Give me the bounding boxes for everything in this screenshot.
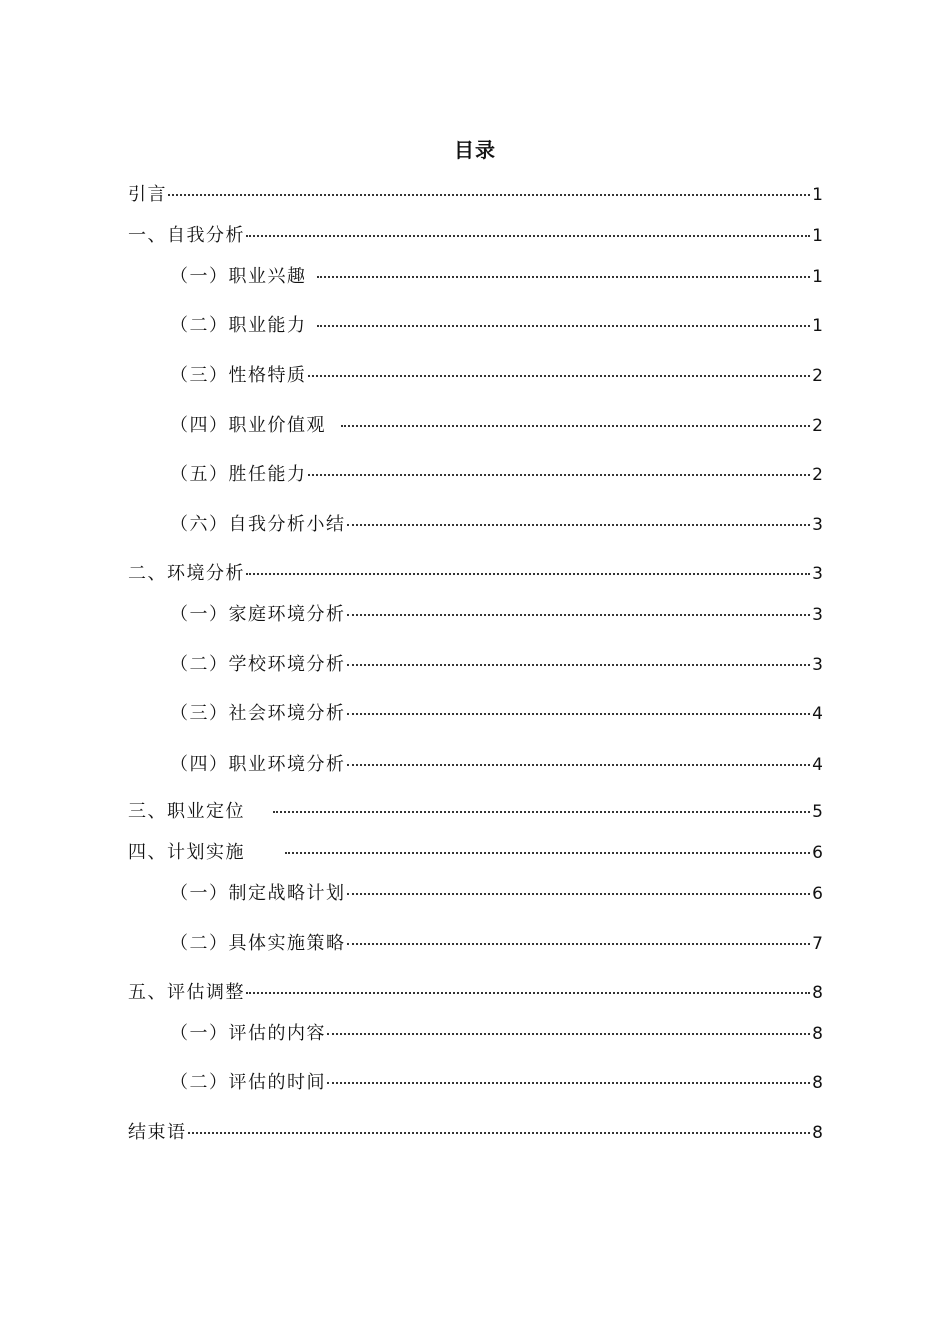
- toc-page-number: 1: [812, 226, 823, 246]
- toc-page-number: 5: [812, 802, 823, 822]
- toc-page-number: 3: [812, 515, 823, 535]
- toc-page-number: 8: [812, 1073, 823, 1093]
- toc-entry-label: （二）学校环境分析: [170, 654, 346, 675]
- toc-entry-career-values[interactable]: [170, 412, 823, 440]
- toc-entry-self-analysis-summary[interactable]: [170, 511, 823, 539]
- toc-page-number: 2: [812, 465, 823, 485]
- dot-leader: [347, 943, 811, 945]
- toc-page-number: 1: [812, 185, 823, 205]
- dot-leader: [327, 1033, 810, 1035]
- dot-leader: [308, 474, 811, 476]
- toc-entry-label: 三、职业定位: [128, 801, 245, 822]
- toc-page-number: 1: [812, 267, 823, 287]
- toc-entry-career-interest[interactable]: [170, 263, 823, 291]
- toc-page-number: 2: [812, 416, 823, 436]
- toc-entry-label: （三）性格特质: [170, 365, 307, 386]
- toc-entry-label: （一）职业兴趣: [170, 266, 307, 287]
- toc-entry-label: （一）评估的内容: [170, 1023, 326, 1044]
- toc-page-number: 3: [812, 564, 823, 584]
- toc-entry-conclusion[interactable]: [128, 1119, 823, 1147]
- toc-entry-implementation-strategy[interactable]: [170, 930, 823, 958]
- page-title: 目录: [454, 138, 496, 162]
- toc-entry-label: （五）胜任能力: [170, 464, 307, 485]
- toc-entry-plan-implementation[interactable]: [128, 839, 823, 867]
- toc-page-number: 6: [812, 884, 823, 904]
- toc-entry-label: 二、环境分析: [128, 563, 245, 584]
- dot-leader: [246, 235, 810, 237]
- toc-entry-self-analysis[interactable]: [128, 222, 823, 250]
- dot-leader: [308, 375, 811, 377]
- toc-page-number: 8: [812, 1024, 823, 1044]
- toc-entry-label: （二）评估的时间: [170, 1072, 326, 1093]
- toc-entry-label: （一）家庭环境分析: [170, 604, 346, 625]
- dot-leader: [317, 276, 810, 278]
- toc-entry-family-environment[interactable]: [170, 601, 823, 629]
- dot-leader: [347, 664, 811, 666]
- toc-entry-label: 引言: [128, 184, 167, 205]
- toc-entry-evaluation-adjustment[interactable]: [128, 979, 823, 1007]
- dot-leader: [347, 893, 811, 895]
- toc-entry-social-environment[interactable]: [170, 700, 823, 728]
- dot-leader: [246, 992, 810, 994]
- toc-entry-environment-analysis[interactable]: [128, 560, 823, 588]
- toc-entry-label: （二）职业能力: [170, 315, 307, 336]
- toc-page-number: 2: [812, 366, 823, 386]
- toc-entry-career-environment[interactable]: [170, 751, 823, 779]
- toc-entry-evaluation-time[interactable]: [170, 1069, 823, 1097]
- dot-leader: [327, 1082, 810, 1084]
- toc-entry-label: （六）自我分析小结: [170, 514, 346, 535]
- toc-page-number: 3: [812, 605, 823, 625]
- dot-leader: [347, 764, 811, 766]
- toc-entry-label: （四）职业环境分析: [170, 754, 346, 775]
- toc-entry-competency[interactable]: [170, 461, 823, 489]
- toc-entry-label: （四）职业价值观: [170, 415, 326, 436]
- dot-leader: [347, 524, 811, 526]
- toc-page-number: 4: [812, 704, 823, 724]
- toc-entry-career-positioning[interactable]: [128, 798, 823, 826]
- toc-page-number: 3: [812, 655, 823, 675]
- dot-leader: [285, 852, 810, 854]
- dot-leader: [341, 425, 810, 427]
- toc-entry-label: （三）社会环境分析: [170, 703, 346, 724]
- dot-leader: [347, 614, 811, 616]
- toc-entry-evaluation-content[interactable]: [170, 1020, 823, 1048]
- toc-entry-school-environment[interactable]: [170, 651, 823, 679]
- toc-entry-label: 结束语: [128, 1122, 187, 1143]
- toc-page-number: 6: [812, 843, 823, 863]
- toc-page-number: 4: [812, 755, 823, 775]
- dot-leader: [246, 573, 810, 575]
- toc-page-number: 1: [812, 316, 823, 336]
- toc-entry-label: （二）具体实施策略: [170, 933, 346, 954]
- toc-page-number: 8: [812, 983, 823, 1003]
- toc-entry-personality[interactable]: [170, 362, 823, 390]
- toc-entry-career-ability[interactable]: [170, 312, 823, 340]
- dot-leader: [273, 811, 810, 813]
- toc-entry-label: （一）制定战略计划: [170, 883, 346, 904]
- toc-entry-label: 一、自我分析: [128, 225, 245, 246]
- toc-entry-label: 五、评估调整: [128, 982, 245, 1003]
- toc-page-number: 7: [812, 934, 823, 954]
- dot-leader: [317, 325, 810, 327]
- toc-page-number: 8: [812, 1123, 823, 1143]
- dot-leader: [168, 194, 810, 196]
- dot-leader: [188, 1132, 811, 1134]
- dot-leader: [347, 713, 811, 715]
- toc-entry-introduction[interactable]: [128, 181, 823, 209]
- toc-entry-label: 四、计划实施: [128, 842, 245, 863]
- toc-entry-strategic-plan[interactable]: [170, 880, 823, 908]
